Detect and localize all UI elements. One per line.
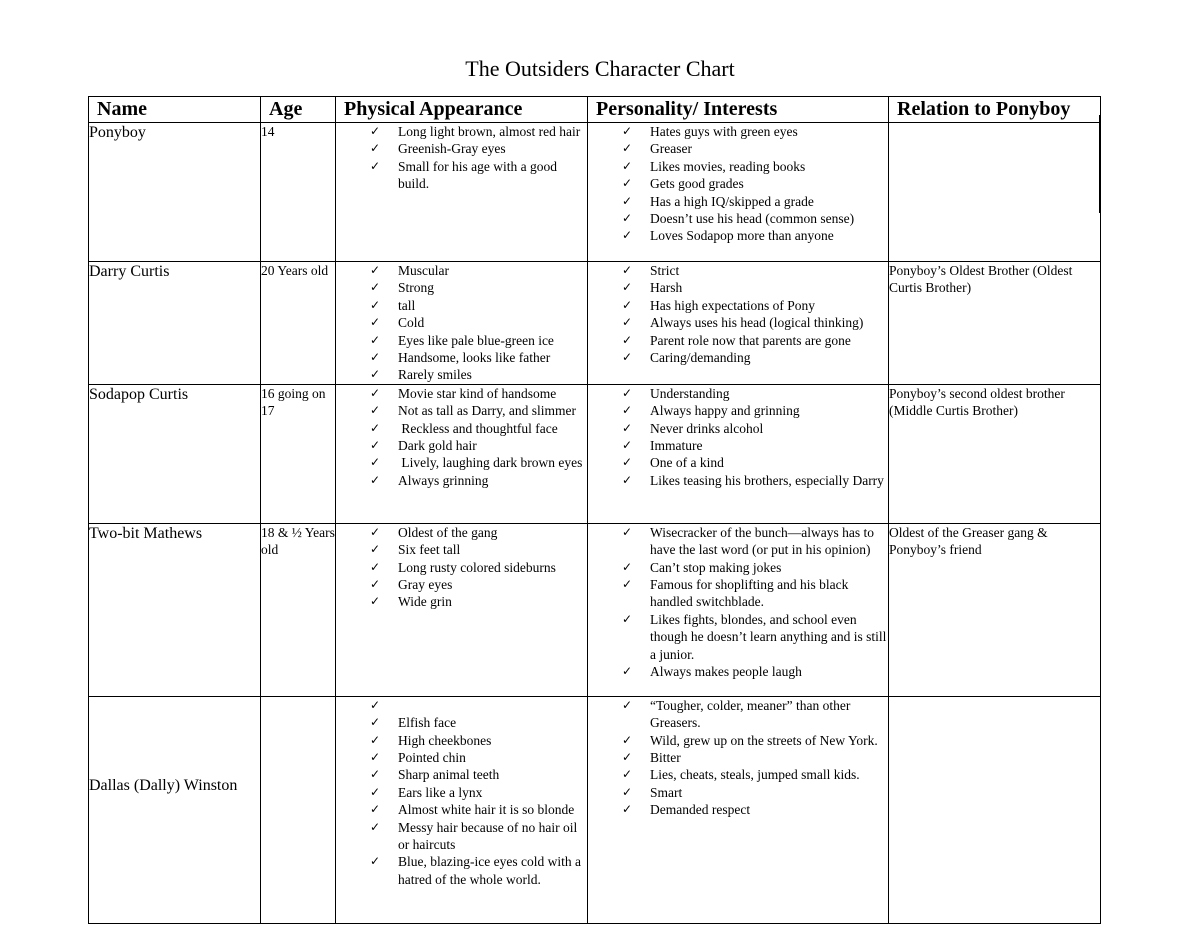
character-chart-table: [88, 96, 1101, 924]
checkmark-icon: ✓: [622, 176, 633, 191]
list-item: ✓ Loves Sodapop more than anyone: [622, 228, 834, 244]
relation-line: Ponyboy’s second oldest brother: [889, 385, 1065, 401]
appearance-list: [336, 123, 587, 193]
checkmark-icon: ✓: [622, 332, 633, 347]
checkmark-icon: ✓: [622, 472, 633, 487]
checkmark-icon: ✓: [622, 577, 633, 592]
list-item: ✓ Gray eyes: [370, 577, 453, 593]
table-row: [89, 123, 1101, 262]
list-item: ✓ Messy hair because of no hair oil or haircuts: [370, 819, 578, 853]
checkmark-icon: ✓: [622, 420, 633, 435]
character-name: Darry Curtis: [89, 262, 261, 385]
list-item: ✓ Almost white hair it is so blonde: [370, 802, 575, 818]
checkmark-icon: ✓: [370, 750, 381, 765]
checkmark-icon: ✓: [622, 802, 633, 817]
checkmark-icon: ✓: [622, 784, 633, 799]
list-item: ✓ Likes fights, blondes, and school even though he doesn’t learn anything and is still a junior.: [622, 611, 887, 662]
checkmark-icon: ✓: [622, 280, 633, 295]
list-item: ✓ “Tougher, colder, meaner” than other Greasers.: [622, 697, 851, 731]
list-item: ✓ Wisecracker of the bunch—always has to have the last word (or put in his opinion): [622, 524, 874, 558]
list-item: ✓ Lies, cheats, steals, jumped small kids.: [622, 767, 860, 783]
list-item: ✓ Elfish face: [370, 715, 457, 731]
checkmark-icon: ✓: [622, 193, 633, 208]
checkmark-icon: ✓: [370, 280, 381, 295]
margin-bar: [1099, 115, 1101, 213]
checkmark-icon: ✓: [370, 438, 381, 453]
checkmark-icon: ✓: [370, 559, 381, 574]
list-item: ✓ Always grinning: [370, 472, 489, 488]
checkmark-icon: ✓: [622, 124, 633, 138]
personality-list: [588, 524, 888, 681]
checkmark-icon: ✓: [622, 697, 633, 712]
header-physical-appearance: Physical Appearance: [336, 97, 588, 123]
list-item: ✓ Has high expectations of Pony: [622, 297, 815, 313]
checkmark-icon: ✓: [622, 263, 633, 277]
checkmark-icon: ✓: [370, 297, 381, 312]
character-age: 16 going on 17: [261, 384, 336, 523]
table-header-row: [89, 97, 1101, 123]
page-title: The Outsiders Character Chart: [465, 56, 735, 81]
checkmark-icon: ✓: [622, 385, 633, 400]
checkmark-icon: ✓: [370, 403, 381, 418]
appearance-cell: [336, 523, 588, 696]
list-item: ✓ Hates guys with green eyes: [622, 124, 798, 139]
checkmark-icon: ✓: [370, 158, 381, 173]
character-age: 18 & ½ Years old: [261, 523, 336, 696]
checkmark-icon: ✓: [370, 455, 381, 470]
checkmark-icon: ✓: [622, 559, 633, 574]
list-item: ✓ Rarely smiles: [370, 367, 472, 383]
list-item: ✓ Caring/demanding: [622, 350, 751, 366]
appearance-list: [336, 262, 587, 384]
personality-list: [588, 123, 888, 245]
list-item: ✓ Bitter: [622, 750, 681, 766]
list-item: ✓ Can’t stop making jokes: [622, 559, 782, 575]
checkmark-icon: ✓: [622, 750, 633, 765]
checkmark-icon: ✓: [370, 732, 381, 747]
list-item: ✓ Movie star kind of handsome: [370, 385, 557, 401]
list-item: ✓ Wild, grew up on the streets of New York.: [622, 732, 878, 748]
checkmark-icon: ✓: [370, 819, 381, 834]
appearance-cell: [336, 384, 588, 523]
relation-cell: Ponyboy’s Oldest Brother (Oldest Curtis Brother): [889, 262, 1101, 385]
list-item: ✓ Six feet tall: [370, 542, 461, 558]
list-item: ✓ Greenish-Gray eyes: [370, 141, 506, 157]
relation-line: (Middle Curtis Brother): [889, 403, 1018, 419]
personality-list: [588, 262, 888, 366]
checkmark-icon: ✓: [370, 767, 381, 782]
list-item: ✓ Ears like a lynx: [370, 784, 483, 800]
list-item: ✓ Cold: [370, 315, 425, 331]
table-row: [89, 262, 1101, 385]
character-age: 20 Years old: [261, 262, 336, 385]
checkmark-icon: ✓: [622, 228, 633, 243]
list-item: ✓ Has a high IQ/skipped a grade: [622, 193, 814, 209]
checkmark-icon: ✓: [622, 141, 633, 156]
checkmark-icon: ✓: [370, 420, 381, 435]
list-item: ✓ Greaser: [622, 141, 692, 157]
table-row: [89, 696, 1101, 923]
checkmark-icon: ✓: [622, 211, 633, 226]
checkmark-icon: ✓: [370, 594, 381, 609]
list-item: ✓ Always happy and grinning: [622, 403, 800, 419]
list-item: ✓ Harsh: [622, 280, 683, 296]
checkmark-icon: ✓: [622, 438, 633, 453]
list-item: ✓ Likes movies, reading books: [622, 158, 806, 174]
list-item: ✓ Muscular: [370, 263, 449, 278]
header-personality-interests: Personality/ Interests: [588, 97, 889, 123]
appearance-list: [336, 385, 587, 489]
checkmark-icon: ✓: [370, 577, 381, 592]
table-row: [89, 384, 1101, 523]
table-row: [89, 523, 1101, 696]
checkmark-icon: ✓: [370, 367, 381, 382]
checkmark-icon: ✓: [370, 141, 381, 156]
list-item: ✓ One of a kind: [622, 455, 724, 471]
checkmark-icon: ✓: [622, 350, 633, 365]
list-item: ✓ Smart: [622, 784, 683, 800]
checkmark-icon: ✓: [622, 297, 633, 312]
checkmark-icon: ✓: [622, 524, 633, 539]
header-age: Age: [261, 97, 336, 123]
list-item: ✓ Long rusty colored sideburns: [370, 559, 556, 575]
character-name: Two-bit Mathews: [89, 523, 261, 696]
checkmark-icon: ✓: [370, 385, 381, 400]
personality-list: [588, 385, 888, 489]
character-name: Ponyboy: [89, 123, 261, 262]
personality-cell: [588, 384, 889, 523]
list-item: ✓ Reckless and thoughtful face: [370, 420, 558, 436]
appearance-cell: [336, 262, 588, 385]
character-name: Sodapop Curtis: [89, 384, 261, 523]
list-item: ✓ Sharp animal teeth: [370, 767, 500, 783]
personality-cell: [588, 262, 889, 385]
list-item: ✓ Oldest of the gang: [370, 524, 498, 540]
checkmark-icon: ✓: [370, 715, 381, 730]
checkmark-icon: ✓: [622, 315, 633, 330]
checkmark-icon: ✓: [370, 802, 381, 817]
relation-cell: [889, 384, 1101, 523]
list-item: ✓ Dark gold hair: [370, 438, 477, 454]
header-name: Name: [89, 97, 261, 123]
list-item: ✓ Wide grin: [370, 594, 452, 610]
checkmark-icon: ✓: [622, 664, 633, 679]
list-item: ✓ Never drinks alcohol: [622, 420, 764, 436]
list-item: ✓ Parent role now that parents are gone: [622, 332, 851, 348]
list-item: ✓ Long light brown, almost red hair: [370, 124, 581, 139]
personality-cell: [588, 523, 889, 696]
list-item: ✓ Handsome, looks like father: [370, 350, 551, 366]
list-item: ✓ Demanded respect: [622, 802, 751, 818]
list-item: ✓ High cheekbones: [370, 732, 492, 748]
relation-cell: Oldest of the Greaser gang & Ponyboy’s friend: [889, 523, 1101, 696]
appearance-cell: [336, 123, 588, 262]
list-item: ✓ Doesn’t use his head (common sense): [622, 211, 855, 227]
relation-cell: [889, 123, 1101, 262]
checkmark-icon: ✓: [622, 158, 633, 173]
list-item: ✓ Likes teasing his brothers, especially Darry: [622, 472, 884, 488]
list-item: [336, 697, 587, 714]
checkmark-icon: ✓: [622, 455, 633, 470]
list-item: ✓ Blue, blazing-ice eyes cold with a hatred of the whole world.: [370, 854, 581, 887]
list-item: ✓ Eyes like pale blue-green ice: [370, 332, 554, 348]
checkmark-icon: ✓: [622, 611, 633, 626]
list-item: ✓ Strict: [622, 263, 680, 278]
checkmark-icon: ✓: [370, 524, 381, 539]
personality-list: [588, 697, 888, 819]
list-item: ✓ tall: [370, 297, 416, 313]
list-item: ✓ Gets good grades: [622, 176, 744, 192]
list-item: ✓ Pointed chin: [370, 750, 466, 766]
list-item: ✓ Not as tall as Darry, and slimmer: [370, 403, 576, 419]
checkmark-icon: ✓: [370, 854, 381, 869]
list-item: ✓ Immature: [622, 438, 703, 454]
header-relation-to-ponyboy: Relation to Ponyboy: [889, 97, 1101, 123]
list-item: ✓ Strong: [370, 280, 435, 296]
character-name: Dallas (Dally) Winston: [89, 696, 261, 923]
checkmark-icon: ✓: [370, 350, 381, 365]
list-item: ✓ Understanding: [622, 385, 730, 401]
character-age: 14: [261, 123, 336, 262]
character-age: [261, 696, 336, 923]
checkmark-icon: ✓: [622, 767, 633, 782]
list-item: ✓ Always makes people laugh: [622, 664, 802, 680]
list-item: ✓ Famous for shoplifting and his black handled switchblade.: [622, 577, 849, 610]
checkmark-icon: ✓: [370, 124, 381, 138]
list-item: ✓ Always uses his head (logical thinking): [622, 315, 864, 331]
personality-cell: [588, 696, 889, 923]
checkmark-icon: ✓: [370, 542, 381, 557]
checkmark-icon: ✓: [370, 315, 381, 330]
checkmark-icon: ✓: [622, 403, 633, 418]
appearance-cell: [336, 696, 588, 923]
checkmark-icon: ✓: [370, 784, 381, 799]
list-item: ✓ Lively, laughing dark brown eyes: [370, 455, 583, 471]
checkmark-icon: ✓: [370, 697, 381, 712]
checkmark-icon: ✓: [370, 263, 381, 277]
personality-cell: [588, 123, 889, 262]
checkmark-icon: ✓: [370, 332, 381, 347]
relation-cell: [889, 696, 1101, 923]
appearance-list: [336, 697, 587, 888]
list-item: ✓ Small for his age with a good build.: [370, 158, 557, 192]
appearance-list: [336, 524, 587, 611]
checkmark-icon: ✓: [622, 732, 633, 747]
checkmark-icon: ✓: [370, 472, 381, 487]
